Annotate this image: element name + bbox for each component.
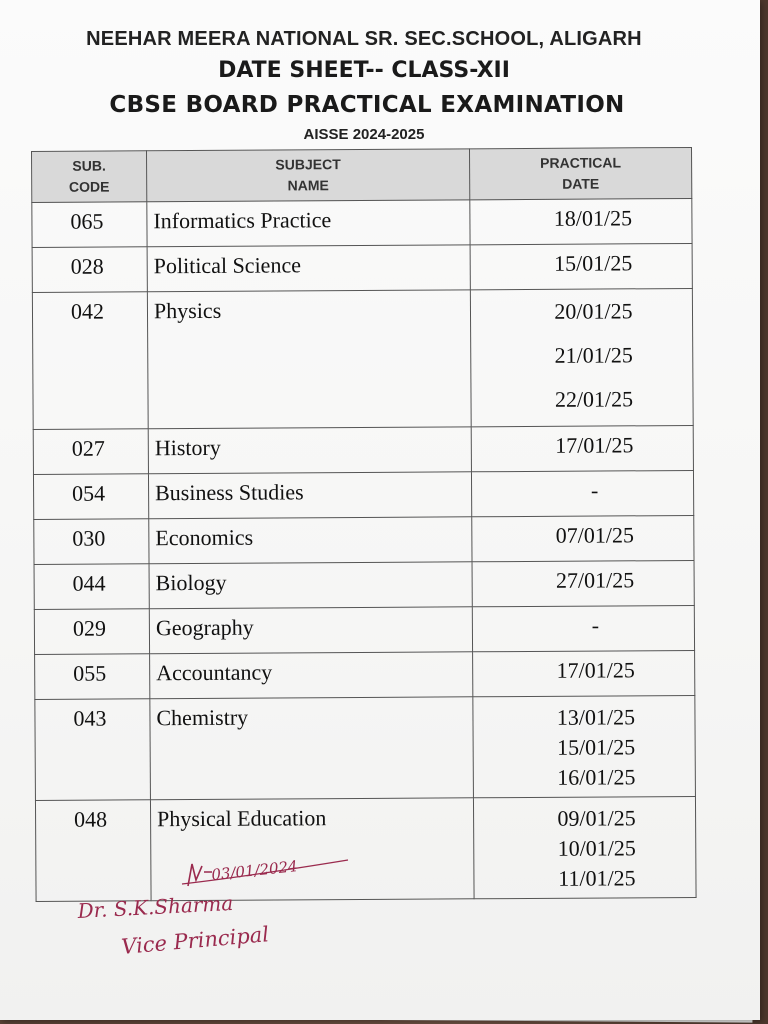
subject-code: 055	[35, 654, 150, 700]
table-header-row	[32, 147, 692, 202]
table-row	[34, 605, 694, 654]
subject-code: 030	[34, 519, 149, 565]
handwritten-signature	[70, 850, 400, 970]
subject-name: Biology	[149, 562, 472, 609]
table-row	[33, 425, 693, 474]
practical-date: 17/01/25	[473, 650, 695, 696]
school-name: NEEHAR MEERA NATIONAL SR. SEC.SCHOOL, ALIGARH	[86, 28, 642, 50]
subject-code: 044	[34, 564, 149, 610]
subject-code: 042	[32, 292, 148, 430]
subject-code: 043	[35, 699, 151, 801]
subject-name: Accountancy	[150, 652, 473, 699]
subject-code: 065	[32, 202, 147, 248]
subject-code: 027	[33, 429, 148, 475]
practical-date: 09/01/25 10/01/25 11/01/25	[473, 796, 696, 898]
practical-date: 18/01/25	[470, 198, 692, 244]
practical-date: 20/01/25 21/01/25 22/01/25	[470, 288, 693, 426]
table-row	[32, 288, 693, 429]
subject-name: Informatics Practice	[147, 200, 470, 247]
subject-name: Economics	[149, 517, 472, 564]
table-row	[34, 515, 694, 564]
subject-name: Business Studies	[148, 472, 471, 519]
header-practical-date: PRACTICAL DATE	[469, 147, 691, 199]
subject-code: 048	[35, 800, 151, 902]
subject-name: History	[148, 427, 471, 474]
practical-date: 13/01/25 15/01/25 16/01/25	[473, 695, 696, 797]
signatory-designation: Vice Principal	[120, 922, 270, 959]
date-sheet-table	[31, 147, 697, 902]
header-subject-name: SUBJECT NAME	[147, 149, 470, 202]
subject-code: 028	[32, 247, 147, 293]
table-row	[32, 198, 692, 247]
subject-name: Physics	[147, 290, 471, 429]
signatory-name: Dr. S.K.Sharma	[77, 890, 234, 923]
exam-title: CBSE BOARD PRACTICAL EXAMINATION	[109, 92, 625, 118]
practical-date: -	[472, 605, 694, 651]
subject-code: 029	[34, 609, 149, 655]
subject-name: Physical Education	[150, 798, 474, 901]
subject-name: Geography	[149, 607, 472, 654]
table-row	[32, 243, 692, 292]
session-label: AISSE 2024-2025	[303, 126, 425, 143]
table-row	[33, 470, 693, 519]
practical-date: 15/01/25	[470, 243, 692, 289]
subject-code: 054	[33, 474, 148, 520]
signature-date: 03/01/2024	[210, 857, 299, 884]
date-sheet-title: DATE SHEET-- CLASS-XII	[218, 58, 510, 83]
practical-date: 17/01/25	[471, 425, 693, 471]
table-row	[35, 650, 695, 699]
practical-date: 27/01/25	[472, 560, 694, 606]
subject-name: Political Science	[147, 245, 470, 292]
header-sub-code: SUB. CODE	[32, 151, 147, 203]
practical-date: -	[471, 470, 693, 516]
table-row	[35, 695, 696, 800]
subject-name: Chemistry	[150, 697, 474, 800]
practical-date: 07/01/25	[472, 515, 694, 561]
table-row	[34, 560, 694, 609]
